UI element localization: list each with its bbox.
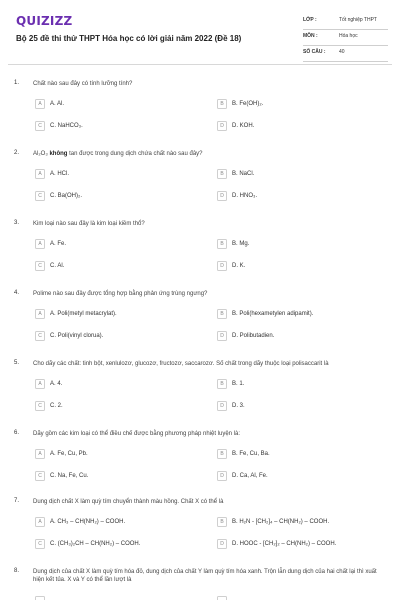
option-letter: A [35, 517, 45, 527]
meta-value: 40 [339, 49, 345, 55]
option-a[interactable] [35, 449, 195, 461]
question-number: 6. [14, 430, 20, 436]
question-text: Dãy gồm các kim loại có thể điều chế được bằng phương pháp nhiệt luyện là: [33, 431, 241, 437]
option-letter: B [217, 449, 227, 459]
option-letter: A [35, 309, 45, 319]
option-letter: A [35, 239, 45, 249]
option-text: A. Poli(metyl metacrylat). [50, 311, 117, 317]
option-b-partial[interactable] [217, 596, 227, 600]
meta-label: SỐ CÂU : [303, 49, 326, 55]
option-letter: B [217, 379, 227, 389]
option-text: B. H₂N - [CH₂]₄ – CH(NH₂) – COOH. [232, 519, 330, 525]
question-number: 4. [14, 290, 20, 296]
option-text: D. Polibutadien. [232, 333, 275, 339]
option-text: D. HOOC - [CH₂]₂ – CH(NH₂) – COOH. [232, 541, 337, 547]
option-a[interactable] [35, 309, 195, 321]
option-letter: D [217, 261, 227, 271]
option-text: C. NaHCO₃. [50, 123, 83, 129]
option-b[interactable] [217, 309, 377, 321]
question-number: 3. [14, 220, 20, 226]
option-text: D. Ca, Al, Fe. [232, 473, 268, 479]
question-text: Dung dịch chất X làm quỳ tím chuyển thành màu hồng. Chất X có thể là [33, 499, 224, 505]
option-letter: D [217, 539, 227, 549]
option-letter: C [35, 121, 45, 131]
option-text: A. Al. [50, 101, 65, 107]
option-letter: D [217, 471, 227, 481]
meta-value: Hóa học [339, 33, 358, 39]
option-letter: C [35, 331, 45, 341]
option-text: A. 4. [50, 381, 63, 387]
option-a[interactable] [35, 99, 195, 111]
option-d[interactable] [217, 121, 377, 133]
question-text-post: tan được trong dung dịch chứa chất nào sau đây? [67, 151, 203, 157]
option-letter: B [217, 239, 227, 249]
option-d[interactable] [217, 401, 377, 413]
option-letter: B [217, 99, 227, 109]
option-c[interactable] [35, 401, 195, 413]
worksheet-title: Bộ 25 đề thi thử THPT Hóa học có lời giải năm 2022 (Đề 18) [16, 34, 242, 43]
option-c[interactable] [35, 191, 195, 203]
question-text: Chất nào sau đây có tính lưỡng tính? [33, 81, 133, 87]
option-b[interactable] [217, 99, 377, 111]
question-text [33, 150, 383, 158]
option-letter: B [217, 309, 227, 319]
meta-value: Tốt nghiệp THPT [339, 17, 377, 23]
option-letter: A [35, 449, 45, 459]
option-c[interactable] [35, 331, 195, 343]
option-d[interactable] [217, 191, 377, 203]
question-text-emphasis: không [49, 151, 68, 157]
option-letter: D [217, 191, 227, 201]
meta-table [303, 14, 388, 62]
option-d[interactable] [217, 261, 377, 273]
option-letter: B [217, 169, 227, 179]
question-number: 8. [14, 568, 20, 574]
meta-label: MÔN : [303, 33, 318, 39]
option-text: C. Ba(OH)₂. [50, 193, 82, 199]
option-d[interactable] [217, 539, 377, 551]
option-text: D. HNO₃. [232, 193, 258, 199]
option-letter: C [35, 471, 45, 481]
option-text: C. Al. [50, 263, 65, 269]
question-number: 1. [14, 80, 20, 86]
meta-row-count [303, 46, 388, 62]
option-b[interactable] [217, 239, 377, 251]
option-letter: C [35, 401, 45, 411]
meta-label: LỚP : [303, 17, 317, 23]
option-text: A. CH₃ – CH(NH₂) – COOH. [50, 519, 126, 525]
option-c[interactable] [35, 539, 195, 551]
option-letter: A [35, 169, 45, 179]
option-text: C. Na, Fe, Cu. [50, 473, 89, 479]
question-text: Dung dịch của chất X làm quỳ tím hóa đỏ, dung dịch của chất Y làm quỳ tím hóa xanh. Trộn lẫn dung dịch của hai chất lại thì xuất hiện kết tủa. X và Y có thể lần lượt là [33, 569, 377, 583]
option-b[interactable] [217, 169, 377, 181]
option-letter: D [217, 121, 227, 131]
option-letter: C [35, 539, 45, 549]
option-letter: B [217, 517, 227, 527]
option-letter: D [217, 331, 227, 341]
option-text: D. K. [232, 263, 246, 269]
question-text: Kim loại nào sau đây là kim loại kiềm thổ? [33, 221, 145, 227]
option-a[interactable] [35, 517, 195, 529]
option-text: C. 2. [50, 403, 63, 409]
option-b[interactable] [217, 517, 377, 529]
question-number: 5. [14, 360, 20, 366]
question-text: Polime nào sau đây được tổng hợp bằng phản ứng trùng ngưng? [33, 291, 208, 297]
header-divider [8, 64, 392, 65]
option-b[interactable] [217, 379, 377, 391]
option-c[interactable] [35, 121, 195, 133]
option-letter: C [35, 191, 45, 201]
option-d[interactable] [217, 331, 377, 343]
option-text: B. NaCl. [232, 171, 255, 177]
option-d[interactable] [217, 471, 377, 483]
option-letter: A [35, 379, 45, 389]
option-text: B. Fe(OH)₂. [232, 101, 264, 107]
question-text: Cho dãy các chất: tinh bột, xenlulozơ, glucozơ, fructozơ, saccarozơ. Số chất trong dãy thuộc loại polisaccarit là [33, 361, 329, 367]
option-text: A. Fe. [50, 241, 67, 247]
option-letter: A [35, 99, 45, 109]
option-text: D. KOH. [232, 123, 255, 129]
question-number: 2. [14, 150, 20, 156]
option-a-partial[interactable] [35, 596, 45, 600]
option-text: C. Poli(vinyl clorua). [50, 333, 104, 339]
option-text: B. 1. [232, 381, 245, 387]
option-a[interactable] [35, 169, 195, 181]
option-c[interactable] [35, 471, 195, 483]
option-text: D. 3. [232, 403, 245, 409]
meta-row-class [303, 14, 388, 30]
option-a[interactable] [35, 239, 195, 251]
option-letter: D [217, 401, 227, 411]
option-a[interactable] [35, 379, 195, 391]
option-text: A. HCl. [50, 171, 70, 177]
option-text: A. Fe, Cu, Pb. [50, 451, 88, 457]
option-text: B. Poli(hexametylen adipamit). [232, 311, 314, 317]
option-text: C. (CH₃)₂CH – CH(NH₂) – COOH. [50, 541, 141, 547]
option-c[interactable] [35, 261, 195, 273]
question-number: 7. [14, 498, 20, 504]
option-text: B. Fe, Cu, Ba. [232, 451, 270, 457]
meta-row-subject [303, 30, 388, 46]
option-text: B. Mg. [232, 241, 250, 247]
question-text-pre: Al₂O₃ [33, 151, 50, 157]
quizizz-logo: QUIZIZZ [16, 14, 73, 28]
option-b[interactable] [217, 449, 377, 461]
option-letter: C [35, 261, 45, 271]
